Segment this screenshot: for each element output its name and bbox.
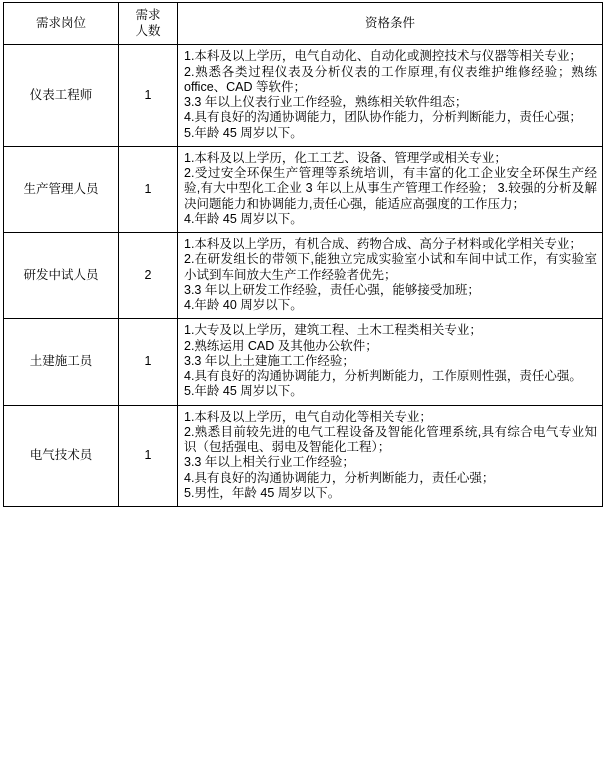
requirement-line: 4.年龄 40 周岁以下。	[184, 298, 303, 312]
requirement-line: 1.本科及以上学历，化工工艺、设备、管理学或相关专业；	[184, 150, 507, 165]
requirement-line: 4.具有良好的沟通协调能力，分析判断能力，工作原则性强，责任心强。	[184, 369, 582, 383]
table-row	[4, 319, 603, 405]
header-count-line2: 人数	[135, 23, 161, 38]
requirement-line: 4.具有良好的沟通协调能力，分析判断能力，责任心强；	[184, 470, 495, 485]
cell-post: 生产管理人员	[4, 146, 119, 232]
table-row	[4, 45, 603, 147]
cell-requirements	[178, 405, 603, 507]
requirement-line: 2.熟悉目前较先进的电气工程设备及智能化管理系统,具有综合电气专业知识（包括强电、弱电及智能化工程）；	[184, 424, 597, 454]
cell-post: 土建施工员	[4, 319, 119, 405]
cell-count: 1	[119, 319, 178, 405]
requirement-line: 5.年龄 45 周岁以下。	[184, 384, 303, 399]
header-post: 需求岗位	[4, 3, 119, 45]
cell-requirements	[178, 45, 603, 147]
requirement-line: 3.3 年以上仪表行业工作经验，熟练相关软件组态；	[184, 95, 468, 109]
cell-count: 1	[119, 405, 178, 507]
requirement-line: 3.3 年以上土建施工工作经验；	[184, 353, 355, 368]
requirement-line: 2.熟悉各类过程仪表及分析仪表的工作原理,有仪表维护维修经验；熟练 office、CAD 等软件；	[184, 64, 597, 94]
cell-post: 研发中试人员	[4, 233, 119, 319]
cell-count: 2	[119, 233, 178, 319]
cell-requirements	[178, 319, 603, 405]
table-row	[4, 146, 603, 232]
requirement-line: 3.3 年以上相关行业工作经验；	[184, 455, 355, 470]
requirement-line: 2.受过安全环保生产管理等系统培训，有丰富的化工企业安全环保生产经验,有大中型化工企业 3 年以上从事生产管理工作经验； 3.较强的分析及解决问题能力和协调能力,责任心强，能适应高强度的工作压力；	[184, 166, 597, 211]
header-count-line1: 需求	[135, 8, 161, 22]
requirement-line: 1.大专及以上学历，建筑工程、土木工程类相关专业；	[184, 323, 482, 338]
cell-requirements	[178, 233, 603, 319]
cell-post: 电气技术员	[4, 405, 119, 507]
requirement-line: 4.具有良好的沟通协调能力，团队协作能力，分析判断能力，责任心强；	[184, 110, 582, 125]
requirement-line: 2.熟练运用 CAD 及其他办公软件；	[184, 338, 378, 353]
cell-requirements	[178, 146, 603, 232]
requirement-line: 5.年龄 45 周岁以下。	[184, 125, 303, 140]
cell-count: 1	[119, 45, 178, 147]
job-requirements-table	[3, 2, 603, 507]
cell-post: 仪表工程师	[4, 45, 119, 147]
table-header-row	[4, 3, 603, 45]
cell-count: 1	[119, 146, 178, 232]
header-requirements: 资格条件	[178, 3, 603, 45]
requirement-line: 1.本科及以上学历，电气自动化、自动化或测控技术与仪器等相关专业；	[184, 49, 582, 64]
requirement-line: 1.本科及以上学历，有机合成、药物合成、高分子材料或化学相关专业；	[184, 237, 582, 251]
requirement-line: 1.本科及以上学历，电气自动化等相关专业；	[184, 409, 432, 424]
requirement-line: 3.3 年以上研发工作经验，责任心强，能够接受加班；	[184, 282, 480, 297]
requirement-line: 5.男性，年龄 45 周岁以下。	[184, 485, 341, 500]
table-row	[4, 233, 603, 319]
requirement-line: 2.在研发组长的带领下,能独立完成实验室小试和车间中试工作，有实验室小试到车间放大生产工作经验者优先；	[184, 252, 597, 282]
header-count	[119, 3, 178, 45]
table-body	[4, 45, 603, 507]
requirement-line: 4.年龄 45 周岁以下。	[184, 211, 303, 226]
table-row	[4, 405, 603, 507]
table-header	[4, 3, 603, 45]
